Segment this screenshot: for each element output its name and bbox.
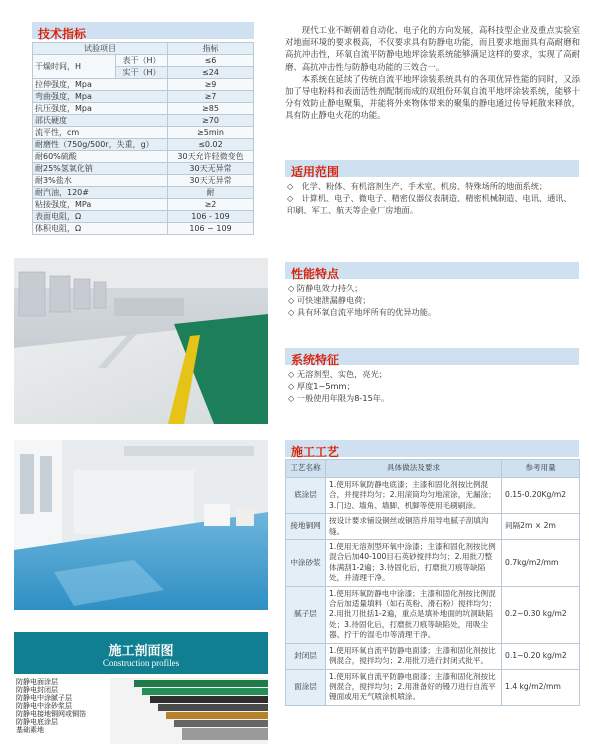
spec-value: ≥7 <box>167 91 253 103</box>
process-table <box>285 459 580 706</box>
spec-value: ≥70 <box>167 115 253 127</box>
spec-value: 30天允许轻微变色 <box>167 151 253 163</box>
table-row <box>286 643 580 669</box>
application-item: ◇ 化学、粉体、有机溶剂生产、手术室、机房、特殊场所的地面系统； <box>287 181 548 191</box>
spec-item: 耐25%氢氧化钠 <box>33 163 168 175</box>
table-row <box>33 103 254 115</box>
table-row <box>33 55 254 67</box>
process-name: 腻子层 <box>286 586 326 643</box>
spec-item: 弯曲强度，Mpa <box>33 91 168 103</box>
spec-value: ≥2 <box>167 199 253 211</box>
header-process-desc: 具体做法及要求 <box>326 460 502 478</box>
spec-value: 30天无异常 <box>167 175 253 187</box>
table-row <box>33 79 254 91</box>
process-desc: 按设计要求铺设铜丝或铜箔并用导电腻子刮填沟缝。 <box>326 514 502 540</box>
blue-floor-photo <box>14 440 268 610</box>
spec-item: 拉伸强度，Mpa <box>33 79 168 91</box>
table-header-row <box>286 460 580 478</box>
spec-value: ≥85 <box>167 103 253 115</box>
dry-value: ≤6 <box>167 55 253 67</box>
intro-text <box>285 24 580 122</box>
table-row <box>33 199 254 211</box>
table-row <box>33 163 254 175</box>
process-desc: 1.使用环氧自流平防静电面漆；主漆和固化剂按比例混合，搅拌均匀；2.用准备好的镘刀进行自流平镘面或用无气喷涂机喷涂。 <box>326 669 502 705</box>
spec-value: ≤0.02 <box>167 139 253 151</box>
spec-item: 流平性，cm <box>33 127 168 139</box>
process-amount: 0.1~0.20 kg/m2 <box>502 643 580 669</box>
spec-item: 抗压强度，Mpa <box>33 103 168 115</box>
profile-layer-label: 基础素地 <box>16 726 44 734</box>
table-row <box>33 127 254 139</box>
process-desc: 1.使用环氧防静电底漆；主漆和固化剂按比例混合，并搅拌均匀；2.用滚筒均匀地滚涂，无漏涂；3.门边、墙角、墙脚、机脚等使用毛刷刷涂。 <box>326 478 502 514</box>
application-item: ◇ 计算机、电子、微电子、精密仪器仪表制造、精密机械制造、电讯、通讯、印刷、军工、航天等企业厂房地面。 <box>287 193 572 216</box>
tech-spec-table <box>32 42 254 235</box>
blue-floor-image <box>14 440 268 610</box>
system-item: ◇ 厚度1~5mm； <box>288 381 355 391</box>
profile-layer-label: 防静电中涂腻子层 <box>16 694 72 702</box>
header-process-name: 工艺名称 <box>286 460 326 478</box>
spec-item: 邵氏硬度 <box>33 115 168 127</box>
profile-layer-label: 防静电底涂层 <box>16 718 58 726</box>
tech-section-title: 技术指标 <box>32 22 254 39</box>
table-row <box>286 540 580 587</box>
process-name: 中涂砂浆 <box>286 540 326 587</box>
process-amount: 0.2~0.30 kg/m2 <box>502 586 580 643</box>
table-row <box>286 514 580 540</box>
dry-value: ≤24 <box>167 67 253 79</box>
table-row <box>33 187 254 199</box>
process-amount: 间隔2m × 2m <box>502 514 580 540</box>
spec-value: ≥9 <box>167 79 253 91</box>
process-desc: 1.使用环氧防静电中涂漆；主漆和固化剂按比例混合后加适量填料（如石英粉、滑石粉）搅拌均匀；2.用批刀批括1-2遍，重点是填补地面的坑洞缺陷处；3.待固化后，打磨批刀痕等缺陷处，用吸尘器、拧干的湿毛巾等清理干净。 <box>326 586 502 643</box>
performance-item: ◇ 防静电效力持久； <box>288 283 363 293</box>
spec-item: 耐磨性（750g/500r，失重，g） <box>33 139 168 151</box>
profile-layer-label: 防静电接地铜网或铜箔 <box>16 710 86 718</box>
process-name: 接地铜网 <box>286 514 326 540</box>
table-row <box>33 175 254 187</box>
performance-list <box>288 282 578 318</box>
factory-floor-image <box>14 258 268 424</box>
process-amount: 0.7kg/m2/mm <box>502 540 580 587</box>
spec-item: 耐3%盐水 <box>33 175 168 187</box>
application-list <box>287 180 577 217</box>
profile-title: 施工剖面图 <box>108 644 174 659</box>
process-amount: 1.4 kg/m2/mm <box>502 669 580 705</box>
system-item: ◇ 无溶剂型、实色，亮光； <box>288 369 387 379</box>
intro-paragraph-1: 现代工业不断朝着自动化、电子化的方向发展，高科技型企业及重点实验室对地面环境的要求极高，不仅要求具有防静电功能，而且要求地面具有高耐磨和高抗冲击性，环氧自流平防静电地坪涂装系统能够满足这样的要求，实现了高耐磨、高抗冲击性与防静电功能的三效合一。 <box>285 25 580 72</box>
spec-item: 耐汽油，120# <box>33 187 168 199</box>
factory-floor-photo <box>14 258 268 424</box>
header-value: 指标 <box>167 43 253 55</box>
header-item: 试验项目 <box>33 43 168 55</box>
performance-item: ◇ 具有环氧自流平地坪所有的优异功能。 <box>288 307 437 317</box>
table-header-row <box>33 43 254 55</box>
table-row <box>286 669 580 705</box>
table-row <box>33 211 254 223</box>
intro-paragraph-2: 本系统在延续了传统自流平地坪涂装系统具有的各项优异性能的同时，又添加了导电粉料和表面活性剂配制而成的双组份环氧自流平地坪涂装系统，能够十分有效防止静电聚集，并能将外来物体带来的聚集的静电通过传导耗散来释放，具有防止静电火花的功能。 <box>285 73 580 121</box>
process-amount: 0.15-0.20Kg/m2 <box>502 478 580 514</box>
table-row <box>33 139 254 151</box>
spec-item: 粘接强度，MPa <box>33 199 168 211</box>
profile-layer-label: 防静电中涂砂浆层 <box>16 702 72 710</box>
table-row <box>33 91 254 103</box>
profile-subtitle: Construction profiles <box>102 658 180 668</box>
spec-value: 106 - 109 <box>167 211 253 223</box>
table-row <box>33 115 254 127</box>
process-name: 底涂层 <box>286 478 326 514</box>
spec-value: 106 ~ 109 <box>167 223 253 235</box>
performance-item: ◇ 可快速泄漏静电荷； <box>288 295 371 305</box>
process-section-title: 施工工艺 <box>285 440 579 457</box>
profile-layer-label: 防静电封闭层 <box>16 686 58 694</box>
spec-item: 体积电阻，Ω <box>33 223 168 235</box>
profile-layer-label: 防静电面涂层 <box>16 678 58 686</box>
application-section-title: 适用范围 <box>285 160 579 177</box>
construction-profile-panel <box>14 632 268 744</box>
system-item: ◇ 一般使用年限为8-15年。 <box>288 393 390 403</box>
process-desc: 1.使用环氧自流平防静电面漆；主漆和固化剂按比例混合，搅拌均匀；2.用批刀进行封闭式批平。 <box>326 643 502 669</box>
process-name: 面涂层 <box>286 669 326 705</box>
dry-time-label: 干燥时间，H <box>33 55 116 79</box>
spec-value: 耐 <box>167 187 253 199</box>
table-row <box>33 151 254 163</box>
system-section-title: 系统特征 <box>285 348 579 365</box>
table-row <box>33 223 254 235</box>
spec-item: 表面电阻，Ω <box>33 211 168 223</box>
dry-sub-label: 表干（H） <box>116 55 168 67</box>
performance-section-title: 性能特点 <box>285 262 579 279</box>
spec-value: 30天无异常 <box>167 163 253 175</box>
process-name: 封闭层 <box>286 643 326 669</box>
table-row <box>286 478 580 514</box>
process-desc: 1.使用无溶剂型环氧中涂漆；主漆和固化剂按比例混合后加40-100目石英砂搅拌均匀；2.用批刀整体满刮1-2遍；3.待固化后，打磨批刀痕等缺陷处，并清理干净。 <box>326 540 502 587</box>
dry-sub-label: 实干（H） <box>116 67 168 79</box>
profile-diagram <box>14 674 268 744</box>
table-row <box>286 586 580 643</box>
header-process-amount: 参考用量 <box>502 460 580 478</box>
spec-item: 耐60%硫酸 <box>33 151 168 163</box>
system-list <box>288 368 578 404</box>
spec-value: ≥5min <box>167 127 253 139</box>
